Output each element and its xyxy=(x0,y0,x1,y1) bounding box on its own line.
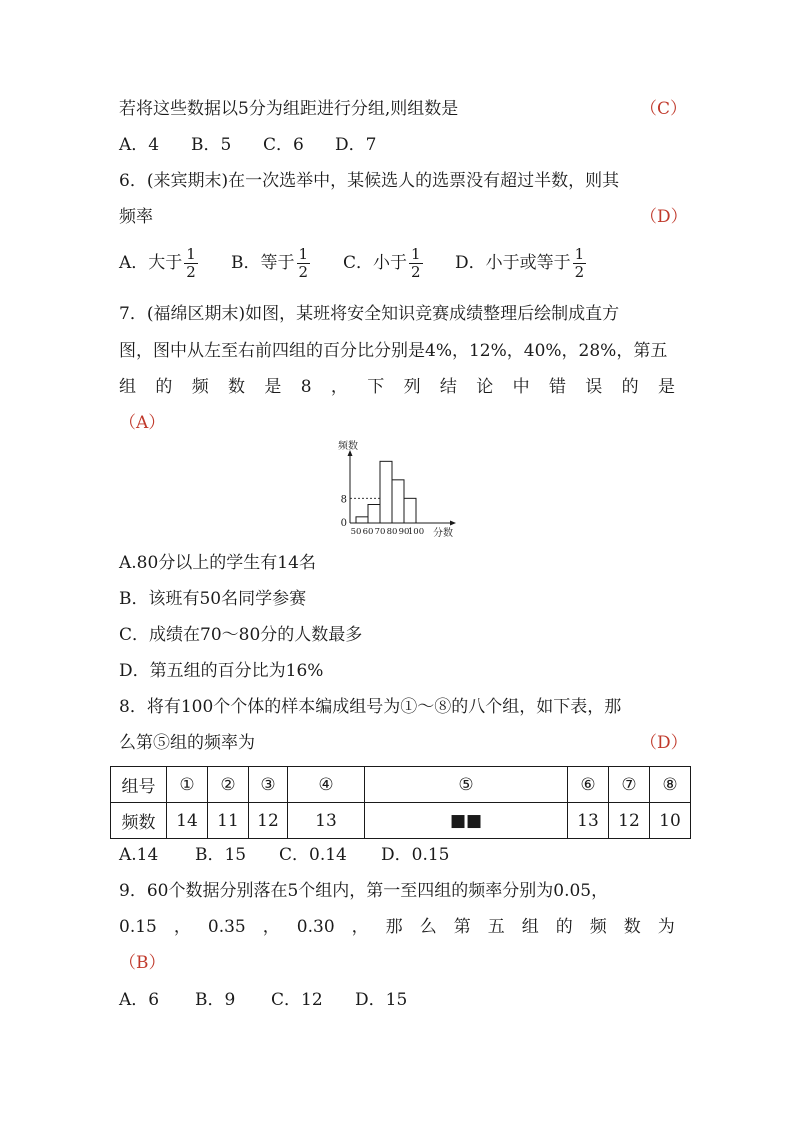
x-tick-label: 80 xyxy=(386,527,398,537)
q9-line2-word: 那 xyxy=(385,917,403,937)
q6-option-d: D．小于或等于 $\frac{1}{2}$ xyxy=(455,245,585,281)
table-cell-hidden: ■■ xyxy=(365,803,568,839)
x-tick-label: 70 xyxy=(374,527,386,537)
q9-line2-word: ， xyxy=(173,917,191,937)
q5-option-a: A．4 xyxy=(119,135,160,155)
x-tick-label: 90 xyxy=(398,527,410,537)
table-row-groups xyxy=(111,767,691,803)
q9-line2-word: ， xyxy=(351,917,369,937)
x-tick-label: 60 xyxy=(362,527,374,537)
q5-option-d: D．7 xyxy=(335,135,377,155)
table-cell: ① xyxy=(167,767,208,803)
q9-line2 xyxy=(119,915,675,939)
q8-option-d: D．0.15 xyxy=(381,845,450,865)
q7-option-d: D．第五组的百分比为16% xyxy=(119,661,324,681)
q7-line3-word: 下 xyxy=(367,377,385,397)
q8-line1: 8．将有100个个体的样本编成组号为①～⑧的八个组，如下表，那 xyxy=(119,697,622,717)
q9-line2-word: 为 xyxy=(657,917,675,937)
q7-line3-word: 数 xyxy=(228,377,246,397)
table-cell: 12 xyxy=(609,803,650,839)
q7-option-c: C．成绩在70～80分的人数最多 xyxy=(119,625,363,645)
q9-options xyxy=(119,988,407,1012)
q8-option-c: C．0.14 xyxy=(279,845,347,865)
q9-line2-word: 0.35 xyxy=(207,917,246,937)
q7-line3-word: 错 xyxy=(548,377,566,397)
table-cell: 13 xyxy=(568,803,609,839)
q7-line3 xyxy=(119,375,675,399)
q9-option-c: C．12 xyxy=(271,990,323,1010)
table-cell: 14 xyxy=(167,803,208,839)
q9-line2-word: 组 xyxy=(521,917,539,937)
x-tick-label: 100 xyxy=(407,527,425,537)
q7-line1: 7．(福绵区期末)如图，某班将安全知识竞赛成绩整理后绘制成直方 xyxy=(119,304,620,324)
histogram-chart xyxy=(330,440,460,540)
histogram-bar xyxy=(356,517,368,523)
table-cell: 12 xyxy=(249,803,288,839)
fraction: $\frac{1}{2}$ xyxy=(574,245,585,281)
histogram-bar xyxy=(392,480,404,523)
q7-line3-word: 误 xyxy=(585,377,603,397)
frequency-table xyxy=(110,766,691,839)
table-header-count: 频数 xyxy=(111,803,167,839)
q7-line2: 图，图中从左至右前四组的百分比分别是4%，12%，40%，28%，第五 xyxy=(119,341,668,361)
q9-option-a: A．6 xyxy=(119,990,160,1010)
table-cell: ⑥ xyxy=(568,767,609,803)
table-cell: ⑤ xyxy=(365,767,568,803)
q9-line2-word: ， xyxy=(262,917,280,937)
q8-answer: （D） xyxy=(640,733,688,753)
table-cell: ⑧ xyxy=(650,767,691,803)
y-tick-label: 8 xyxy=(340,494,347,506)
q7-option-b: B．该班有50名同学参赛 xyxy=(119,589,307,609)
q9-option-b: B．9 xyxy=(195,990,236,1010)
q8-option-b: B．15 xyxy=(195,845,247,865)
q5-stem: 若将这些数据以5分为组距进行分组,则组数是 xyxy=(119,99,459,119)
q6-option-b: B．等于 $\frac{1}{2}$ xyxy=(231,245,309,281)
q7-line3-word: 结 xyxy=(439,377,457,397)
q7-line3-word: 论 xyxy=(476,377,494,397)
q7-option-a: A.80分以上的学生有14名 xyxy=(119,553,316,573)
q9-answer: （B） xyxy=(119,953,166,973)
q9-line2-word: 么 xyxy=(419,917,437,937)
q6-stem-line2: 频率 xyxy=(119,207,153,227)
fraction: $\frac{1}{2}$ xyxy=(411,245,421,281)
q5-option-b: B．5 xyxy=(191,135,232,155)
table-cell: 13 xyxy=(288,803,365,839)
q7-line3-word: 列 xyxy=(403,377,421,397)
table-cell: ⑦ xyxy=(609,767,650,803)
table-cell: ④ xyxy=(288,767,365,803)
histogram-bar xyxy=(368,505,380,524)
q9-line2-word: 0.30 xyxy=(296,917,335,937)
q9-line2-word: 第 xyxy=(453,917,471,937)
q5-answer: （C） xyxy=(640,99,688,119)
q9-line1: 9．60个数据分别落在5个组内，第一至四组的频率分别为0.05， xyxy=(119,881,609,901)
x-tick-label: 50 xyxy=(350,527,362,537)
q8-line2: 么第⑤组的频率为 xyxy=(119,733,255,753)
q5-option-c: C．6 xyxy=(263,135,304,155)
q9-line2-word: 0.15 xyxy=(119,917,157,937)
x-axis-arrow xyxy=(450,521,456,526)
x-axis-title: 分数 xyxy=(433,528,453,539)
q6-options xyxy=(119,244,588,282)
q7-line3-word: 是 xyxy=(657,377,675,397)
q7-line3-word: ， xyxy=(330,377,348,397)
table-cell: ③ xyxy=(249,767,288,803)
table-row-counts xyxy=(111,803,691,839)
q5-options xyxy=(119,133,376,157)
q8-option-a: A.14 xyxy=(119,845,159,865)
table-cell: ② xyxy=(208,767,249,803)
q6-option-a: A．大于 $\frac{1}{2}$ xyxy=(119,245,196,281)
q6-stem-line1: 6．(来宾期末)在一次选举中，某候选人的选票没有超过半数，则其 xyxy=(119,171,620,191)
fraction: $\frac{1}{2}$ xyxy=(186,245,196,281)
q7-answer: （A） xyxy=(119,413,166,433)
q6-option-c: C．小于 $\frac{1}{2}$ xyxy=(343,245,421,281)
q7-line3-word: 8 xyxy=(300,377,312,397)
histogram-bar xyxy=(404,498,416,523)
table-header-group: 组号 xyxy=(111,767,167,803)
q7-line3-word: 的 xyxy=(155,377,173,397)
table-cell: 10 xyxy=(650,803,691,839)
histogram-bar xyxy=(380,461,392,523)
q7-line3-word: 组 xyxy=(119,377,136,397)
y-axis-title: 频数 xyxy=(338,441,358,452)
q8-options xyxy=(119,843,449,867)
q6-answer: （D） xyxy=(640,207,688,227)
q7-line3-word: 中 xyxy=(512,377,530,397)
q9-line2-word: 频 xyxy=(589,917,607,937)
q7-line3-word: 频 xyxy=(191,377,209,397)
q7-line3-word: 的 xyxy=(621,377,639,397)
q9-line2-word: 五 xyxy=(487,917,505,937)
fraction: $\frac{1}{2}$ xyxy=(298,245,309,281)
y-tick-label: 0 xyxy=(340,518,347,529)
q9-option-d: D．15 xyxy=(355,990,408,1010)
q9-line2-word: 的 xyxy=(555,917,573,937)
q9-line2-word: 数 xyxy=(623,917,641,937)
q7-line3-word: 是 xyxy=(264,377,282,397)
table-cell: 11 xyxy=(208,803,249,839)
